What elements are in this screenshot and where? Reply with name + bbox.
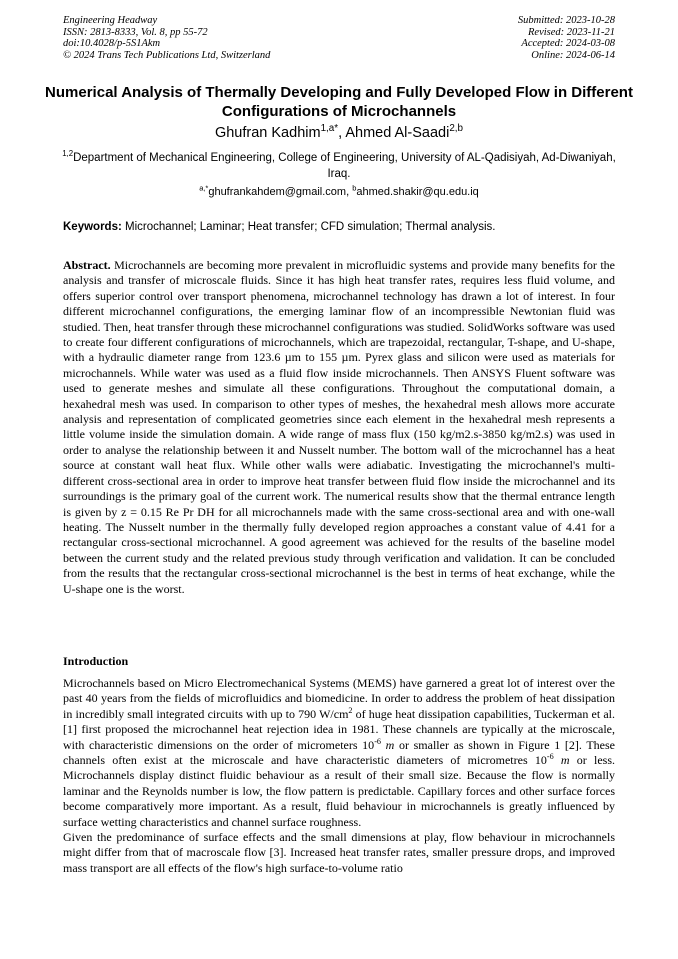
journal-doi: doi:10.4028/p-5S1Akm: [63, 38, 161, 50]
intro-p1-sup-1: 2: [348, 705, 353, 715]
intro-p1-unit-1: m: [385, 737, 395, 752]
journal-issn: ISSN: 2813-8333, Vol. 8, pp 55-72: [63, 26, 208, 38]
journal-copyright: © 2024 Trans Tech Publications Ltd, Switzerland: [63, 49, 271, 61]
introduction-body: [63, 676, 615, 876]
email-a-marker: a,*: [199, 183, 209, 193]
intro-p1-part-d: or less. Microchannels display distinct fluidic behaviour as a result of their small size. Because the flow is normally laminar and the Reynolds number is low, the flow pattern is predictable. Capillary forces and other surface forces become comparatively more important. As a result, fluid behaviour in microchannels is greatly influenced by surface wetting characteristics and channel surface roughness.: [63, 753, 616, 829]
keywords-text: Microchannel; Laminar; Heat transfer; CFD simulation; Thermal analysis.: [125, 221, 496, 233]
intro-paragraph-2: Given the predominance of surface effects and the small dimensions at play, flow behaviour in microchannels might differ from that of macroscale flow [3]. Increased heat transfer rates, smaller pressure drops, and improved mass transport are all effects of the flow's high surface-to-volume ratio: [63, 830, 615, 875]
author-2: Ahmed Al-Saadi: [345, 125, 450, 141]
date-submitted: Submitted: 2023-10-28: [517, 15, 615, 26]
journal-name: Engineering Headway: [63, 15, 158, 26]
intro-p1-sup-3: -6: [546, 752, 554, 762]
email-a[interactable]: ghufrankahdem@gmail.com: [208, 186, 347, 198]
affiliation-text: Department of Mechanical Engineering, College of Engineering, University of AL-Qadisiyah, Ad-Diwaniyah, Iraq.: [73, 152, 616, 180]
intro-p1-part-b: of huge heat dissipation capabilities, Tuckerman et al. [1] first proposed the microchannel heat rejection idea in 1981. These channels are typically at the microscale, with characteristic dimensions on the order of micrometers 10: [63, 706, 615, 752]
author-1-affil: 1,a*: [320, 123, 339, 135]
email-separator: ,: [346, 186, 353, 198]
author-emails: [40, 183, 638, 198]
email-b-marker: b: [352, 183, 357, 193]
keywords-label: Keywords:: [63, 221, 122, 233]
email-b[interactable]: ahmed.shakir@qu.edu.iq: [356, 186, 479, 198]
introduction-heading: Introduction: [63, 654, 129, 668]
author-2-affil: 2,b: [449, 123, 464, 135]
affiliation: [60, 150, 618, 182]
abstract-text: Microchannels are becoming more prevalent in microfluidic systems and provide many benefits for the analysis and transfer of microscale fluids. Since it has high heat transfer rates, requires less fluid volume, and offers superior control over transport phenomena, microchannel technology has drawn a lot of interest. In four different microchannel configurations, the emerging laminar flow of an incompressible Newtonian fluid was studied. Then, heat transfer through these microchannel configurations was studied. SolidWorks software was used to create four different configurations of microchannels, which are trapezoidal, rectangular, T-shape, and U-shape, with a hydraulic diameter range from 123.6 µm to 155 µm. Pyrex glass and silicon were used as materials for microchannels. While water was used as a fluid flow inside microchannels. Then ANSYS Fluent software was used to generate meshes and simulate all these configurations. Throughout the computational domain, a hexahedral mesh was used. In comparison to other types of meshes, the hexahedral mesh allows more accurate analysis and representation of complicated geometries since each element in the hexahedral mesh represents a little volume inside the simulation domain. A wide range of mass flux (150 kg/m2.s-3850 kg/m2.s) was used in order to analyse the relationship between it and Nusselt number. The bottom wall of the microchannel has a heat source at constant wall heat flux. While other walls were adiabatic. Investigating the microchannel's multi-different cross-sectional area in order to improve heat transfer between fluid flow inside the microchannel and its surroundings is the primary goal of the current work. The numerical results show that the thermal entrance length is given by z = 0.15 Re Pr DH for all microchannels made with the same cross-sectional area and with one-wall heating. The Nusselt number in the thermally fully developed region approaches a constant value of 4.41 for a rectangular cross-sectional microchannel. A good agreement was achieved for the results of the baseline model between the current study and the related previous study through verification and validation. It can be concluded from the results that the rectangular cross-sectional microchannel is the best in terms of heat exchange, while the U-shape one is the worst.: [63, 258, 616, 596]
paper-title: Numerical Analysis of Thermally Developing and Fully Developed Flow in Different Configurations of Microchannels: [45, 84, 633, 120]
journal-info: [63, 15, 270, 61]
date-online: Online: 2024-06-14: [531, 49, 615, 61]
intro-p1-part-a: Microchannels based on Micro Electromechanical Systems (MEMS) have garnered a great lot of interest over the past 40 years from the fields of microfluidics and biomedicine. In order to address the problem of heat dissipation in incredibly small integrated circuits with up to 790 W/cm: [63, 676, 615, 721]
intro-p1-unit-2: m: [560, 753, 570, 768]
author-separator: ,: [338, 125, 346, 141]
date-revised: Revised: 2023-11-21: [528, 26, 615, 38]
abstract-label: Abstract.: [63, 258, 111, 272]
intro-p1-sup-2: -6: [374, 736, 381, 746]
author-1: Ghufran Kadhim: [214, 125, 321, 141]
intro-p1-part-c: or smaller as shown in Figure 1 [2]. These channels often exist at the microscale and have characteristic diameters of micrometres 10: [63, 737, 615, 768]
date-accepted: Accepted: 2024-03-08: [521, 38, 615, 50]
abstract: [63, 258, 615, 597]
affiliation-marker: 1,2: [62, 149, 74, 159]
submission-dates: [518, 15, 615, 61]
intro-paragraph-1: [63, 676, 615, 830]
author-list: [40, 125, 638, 141]
keywords: [63, 221, 615, 233]
